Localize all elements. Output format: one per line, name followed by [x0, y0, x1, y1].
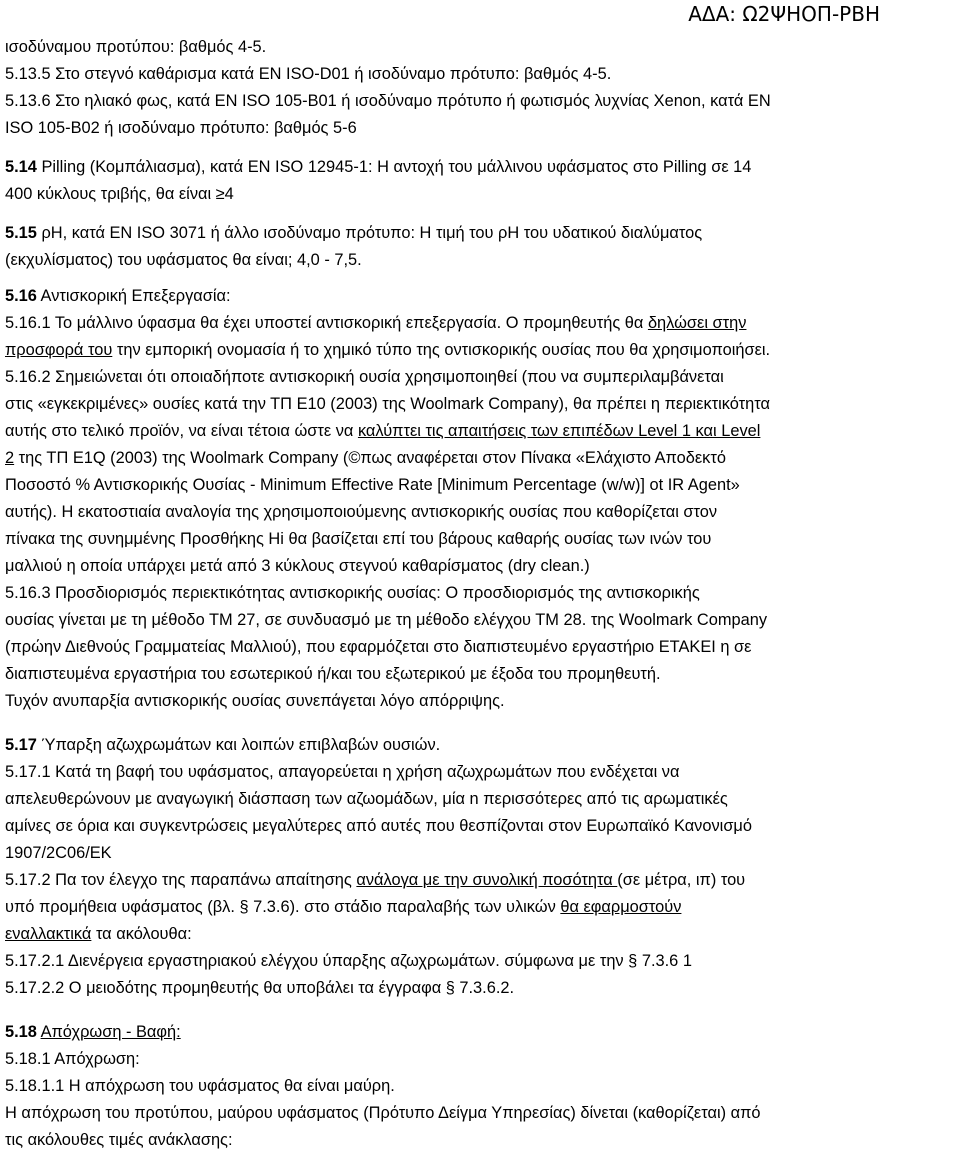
section-5-17-2-2: 5.17.2.2 Ο μειοδότης προμηθευτής θα υποβάλει τα έγγραφα § 7.3.6.2.	[5, 979, 515, 997]
section-5-17-2: 5.17.2 Πα τον έλεγχο της παραπάνω απαίτησης ανάλογα με την συνολική ποσότητα (σε μέτρα, ιπ) του υπό προμήθεια υφάσματος (βλ. § 7.3.6). στο στάδιο παραλαβής των υλικών θα εφαρμοστούν εναλλακτικά τα ακόλουθα:	[5, 871, 746, 943]
section-5-13-5: 5.13.5 Στο στεγνό καθάρισμα κατά EN ISO-D01 ή ισοδύναμο πρότυπο: βαθμός 4-5.	[5, 65, 612, 83]
section-5-18-1-1: 5.18.1.1 Η απόχρωση του υφάσματος θα είναι μαύρη.	[5, 1077, 395, 1095]
ada-code: ΑΔΑ: Ω2ΨΗΟΠ-ΡΒΗ	[688, 2, 880, 26]
section-5-17-2-1: 5.17.2.1 Διενέργεια εργαστηριακού ελέγχου ύπαρξης αζωχρωμάτων. σύμφωνα με την § 7.3.6 1	[5, 952, 692, 970]
section-5-17-heading: 5.17 Ύπαρξη αζωχρωμάτων και λοιπών επιβλαβών ουσιών.	[5, 736, 441, 754]
section-5-16-heading: 5.16 Αντισκορική Επεξεργασία:	[5, 287, 231, 305]
section-5-16-1: 5.16.1 Το μάλλινο ύφασμα θα έχει υποστεί αντισκορική επεξεργασία. Ο προμηθευτής θα δηλώσει στην προσφορά του την εμπορική ονομασία ή το χημικό τύπο της οντισκορικής ουσίας που θα χρησιμοποιήσει.	[5, 314, 771, 359]
section-5-18-1: 5.18.1 Απόχρωση:	[5, 1050, 140, 1068]
section-5-16-3: 5.16.3 Προσδιορισμός περιεκτικότητας αντισκορικής ουσίας: Ο προσδιορισμός της αντισκορικής ουσίας γίνεται με τη μέθοδο ΤΜ 27, σε συνδυασμό με τη μέθοδο ελέγχου ΤΜ 28. της Woolmark Company (πρώην Διεθνούς Γραμματείας Μαλλιού), που εφαρμόζεται στο διαπιστευμένο εργαστήριο ΕΤΑΚΕΙ η σε διαπιστευμένα εργαστήρια του εσωτερικού ή/και του εξωτερικού με έξοδα του προμηθευτή. Τυχόν ανυπαρξία αντισκορικής ουσίας συνεπάγεται λόγο απόρριψης.	[5, 584, 768, 710]
closing-paragraph: Η απόχρωση του προτύπου, μαύρου υφάσματος (Πρότυπο Δείγμα Υπηρεσίας) δίνεται (καθορίζεται) από τις ακόλουθες τιμές ανάκλασης:	[5, 1104, 761, 1149]
section-5-17-1: 5.17.1 Κατά τη βαφή του υφάσματος, απαγορεύεται η χρήση αζωχρωμάτων που ενδέχεται να απελευθερώνουν με αναγωγική διάσπαση των αζωομάδων, μία n περισσότερες από τις αρωματικές αμίνες σε όρια και συγκεντρώσεις μεγαλύτερες από αυτές που θεσπίζονται στον Ευρωπαϊκό Κανονισμό 1907/2C06/EK	[5, 763, 752, 862]
section-5-13-6: 5.13.6 Στο ηλιακό φως, κατά EN ISO 105-B01 ή ισοδύναμο πρότυπο ή φωτισμός λυχνίας Xenon, κατά EN ISO 105-B02 ή ισοδύναμο πρότυπο: βαθμός 5-6	[5, 92, 771, 137]
section-5-18-heading: 5.18 Απόχρωση - Βαφή:	[5, 1023, 181, 1041]
section-5-16-2: 5.16.2 Σημειώνεται ότι οποιαδήποτε αντισκορική ουσία χρησιμοποιηθεί (που να συμπεριλαμβάνεται στις «εγκεκριμένες» ουσίες κατά την ΤΠ Ε10 (2003) της Woolmark Company), θα πρέπει η περιεκτικότητα αυτής στο τελικό προϊόν, να είναι τέτοια ώστε να καλύπτει τις απαιτήσεις των επιπέδων Level 1 και Level 2 της ΤΠ E1Q (2003) της Woolmark Company (©πως αναφέρεται στον Πίνακα «Ελάχιστο Αποδεκτό Ποσοστό % Αντισκορικής Ουσίας - Minimum Effective Rate [Minimum Percentage (w/w)] ot IR Agent» αυτής). Η εκατοστιαία αναλογία της χρησιμοποιούμενης αντισκορικής ουσίας που καθορίζεται στον πίνακα της συνημμένης Προσθήκης Hi θα βασίζεται επί του βάρους καθαρής ουσίας των ινών του μαλλιού η οποία υπάρχει μετά από 3 κύκλους στεγνού καθαρίσματος (dry clean.)	[5, 368, 770, 575]
section-5-14: 5.14 Pilling (Κομπάλιασμα), κατά EN ISO 12945-1: Η αντοχή του μάλλινου υφάσματος στο Pilling σε 14 400 κύκλους τριβής, θα είναι ≥4	[5, 158, 752, 203]
paragraph-continuation: ισοδύναμου προτύπου: βαθμός 4-5.	[5, 38, 267, 56]
document-body	[5, 34, 953, 1154]
section-5-15: 5.15 ρΗ, κατά EN ISO 3071 ή άλλο ισοδύναμο πρότυπο: Η τιμή του ρΗ του υδατικού διαλύματος (εκχυλίσματος) του υφάσματος θα είναι; 4,0 - 7,5.	[5, 224, 703, 269]
